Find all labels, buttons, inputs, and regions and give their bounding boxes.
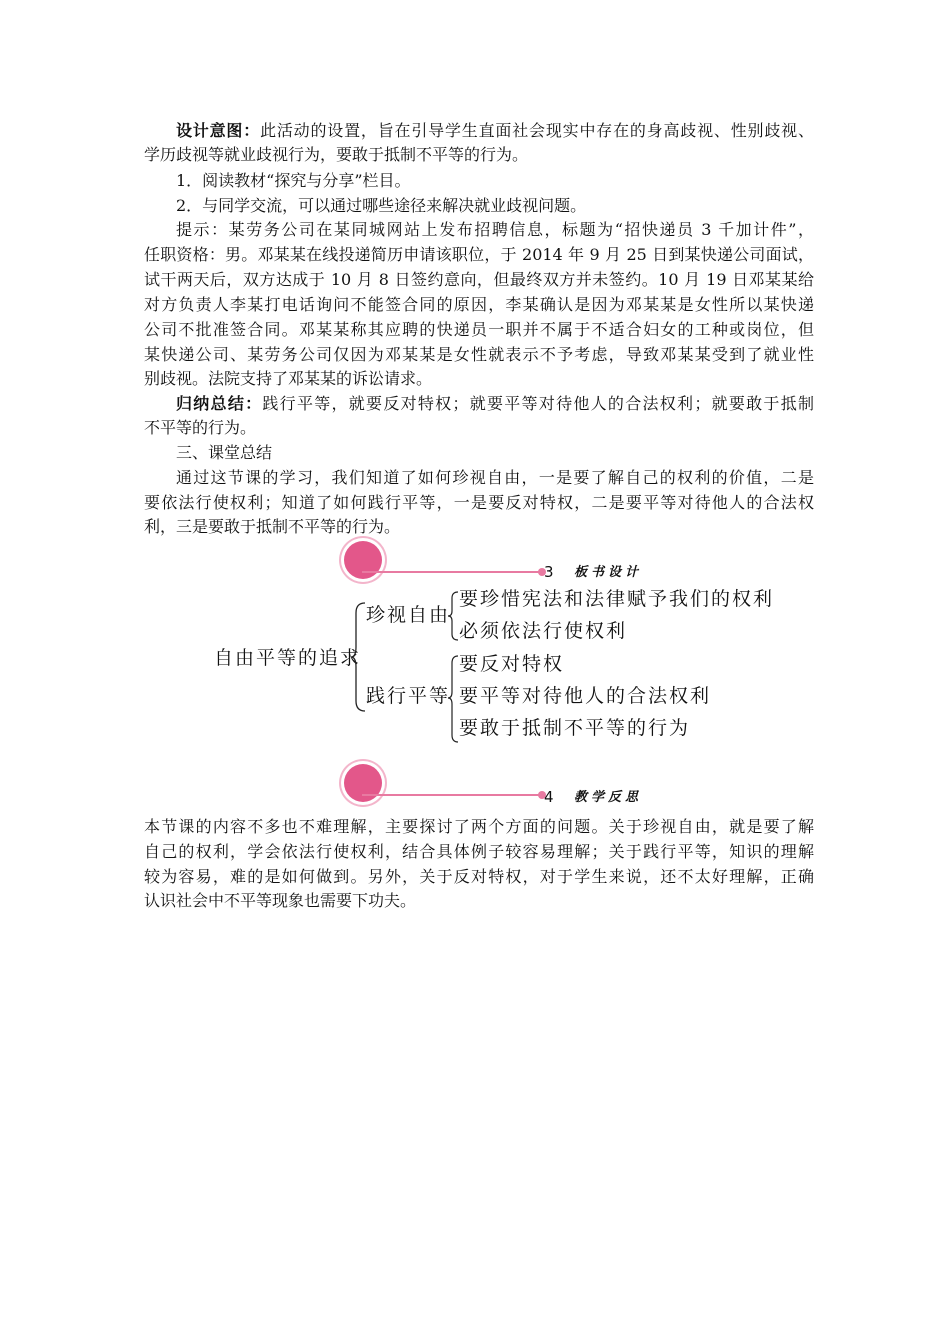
design-intent-text: 此活动的设置，旨在引导学生直面社会现实中存在的身高歧视、性别歧视、 [260, 121, 814, 140]
reflection-line-4: 认识社会中不平等现象也需要下功夫。 [144, 891, 417, 910]
summary-text: 践行平等，就要反对特权；就要平等对待他人的合法权利；就要敢于抵制 [262, 394, 814, 413]
section3-line-3: 利，三是要敢于抵制不平等的行为。 [144, 517, 401, 536]
section3-line-2: 要依法行使权利；知道了如何践行平等，一是要反对特权，二是要平等对待他人的合法权 [144, 493, 814, 512]
board-root: 自由平等的追求 [214, 647, 362, 669]
section-banner-3 [340, 541, 550, 591]
hint-line-4: 对方负责人李某打电话询问不能签合同的原因，李某确认是因为邓某某是女性所以某快递 [144, 295, 814, 314]
section-banner-4 [340, 764, 550, 814]
banner-rule [362, 571, 542, 573]
design-intent-line-1 [176, 118, 814, 144]
freedom-item-1: 要珍惜宪法和法律赋予我们的权利 [459, 588, 775, 610]
hint-line-3: 试干两天后，双方达成于 10 月 8 日签约意向，但最终双方并未签约。10 月 19 日邓某某给 [144, 270, 814, 289]
equality-item-1: 要反对特权 [459, 653, 565, 675]
design-intent-label: 设计意图： [176, 121, 261, 140]
section3-heading: 三、课堂总结 [176, 443, 273, 462]
hint-line-2: 任职资格：男。邓某某在线投递简历申请该职位，于 2014 年 9 月 25 日到某快递公司面试， [144, 245, 814, 264]
equality-brace [447, 654, 459, 744]
reflection-line-3: 较为容易，难的是如何做到。另外，关于反对特权，对于学生来说，还不太好理解，正确 [144, 867, 814, 886]
banner3-number: 3 [544, 563, 554, 581]
banner3-title: 板书设计 [574, 565, 643, 580]
hint-line-7: 别歧视。法院支持了邓某某的诉讼请求。 [144, 369, 433, 388]
freedom-item-2: 必须依法行使权利 [459, 620, 628, 642]
task-item-1: 1．阅读教材“探究与分享”栏目。 [176, 171, 411, 190]
task-item-2: 2．与同学交流，可以通过哪些途径来解决就业歧视问题。 [176, 196, 587, 215]
equality-item-3: 要敢于抵制不平等的行为 [459, 717, 691, 739]
hint-line-6: 某快递公司、某劳务公司仅因为邓某某是女性就表示不予考虑，导致邓某某受到了就业性 [144, 345, 814, 364]
freedom-brace [447, 590, 459, 642]
reflection-line-1: 本节课的内容不多也不难理解，主要探讨了两个方面的问题。关于珍视自由，就是要了解 [144, 817, 814, 836]
design-intent-line-2: 学历歧视等就业歧视行为，要敢于抵制不平等的行为。 [144, 145, 529, 164]
branch-freedom-label: 珍视自由 [366, 604, 451, 626]
branch-equality-label: 践行平等 [366, 685, 451, 707]
banner-rule [362, 794, 542, 796]
banner-circle-icon [344, 764, 382, 802]
summary-line-1 [176, 391, 814, 417]
hint-line-5: 公司不批准签合同。邓某某称其应聘的快递员一职并不属于不适合妇女的工种或岗位，但 [144, 320, 814, 339]
hint-line-1: 提示：某劳务公司在某同城网站上发布招聘信息，标题为“招快递员 3 千加计件”， [176, 220, 814, 239]
summary-label: 归纳总结： [176, 394, 263, 413]
reflection-line-2: 自己的权利，学会依法行使权利，结合具体例子较容易理解；关于践行平等，知识的理解 [144, 842, 814, 861]
equality-item-2: 要平等对待他人的合法权利 [459, 685, 712, 707]
banner4-title: 教学反思 [574, 790, 643, 805]
root-brace [350, 601, 366, 713]
banner-circle-icon [344, 541, 382, 579]
section3-line-1: 通过这节课的学习，我们知道了如何珍视自由，一是要了解自己的权利的价值，二是 [176, 468, 814, 487]
banner4-number: 4 [544, 788, 554, 806]
summary-line-2: 不平等的行为。 [144, 418, 257, 437]
